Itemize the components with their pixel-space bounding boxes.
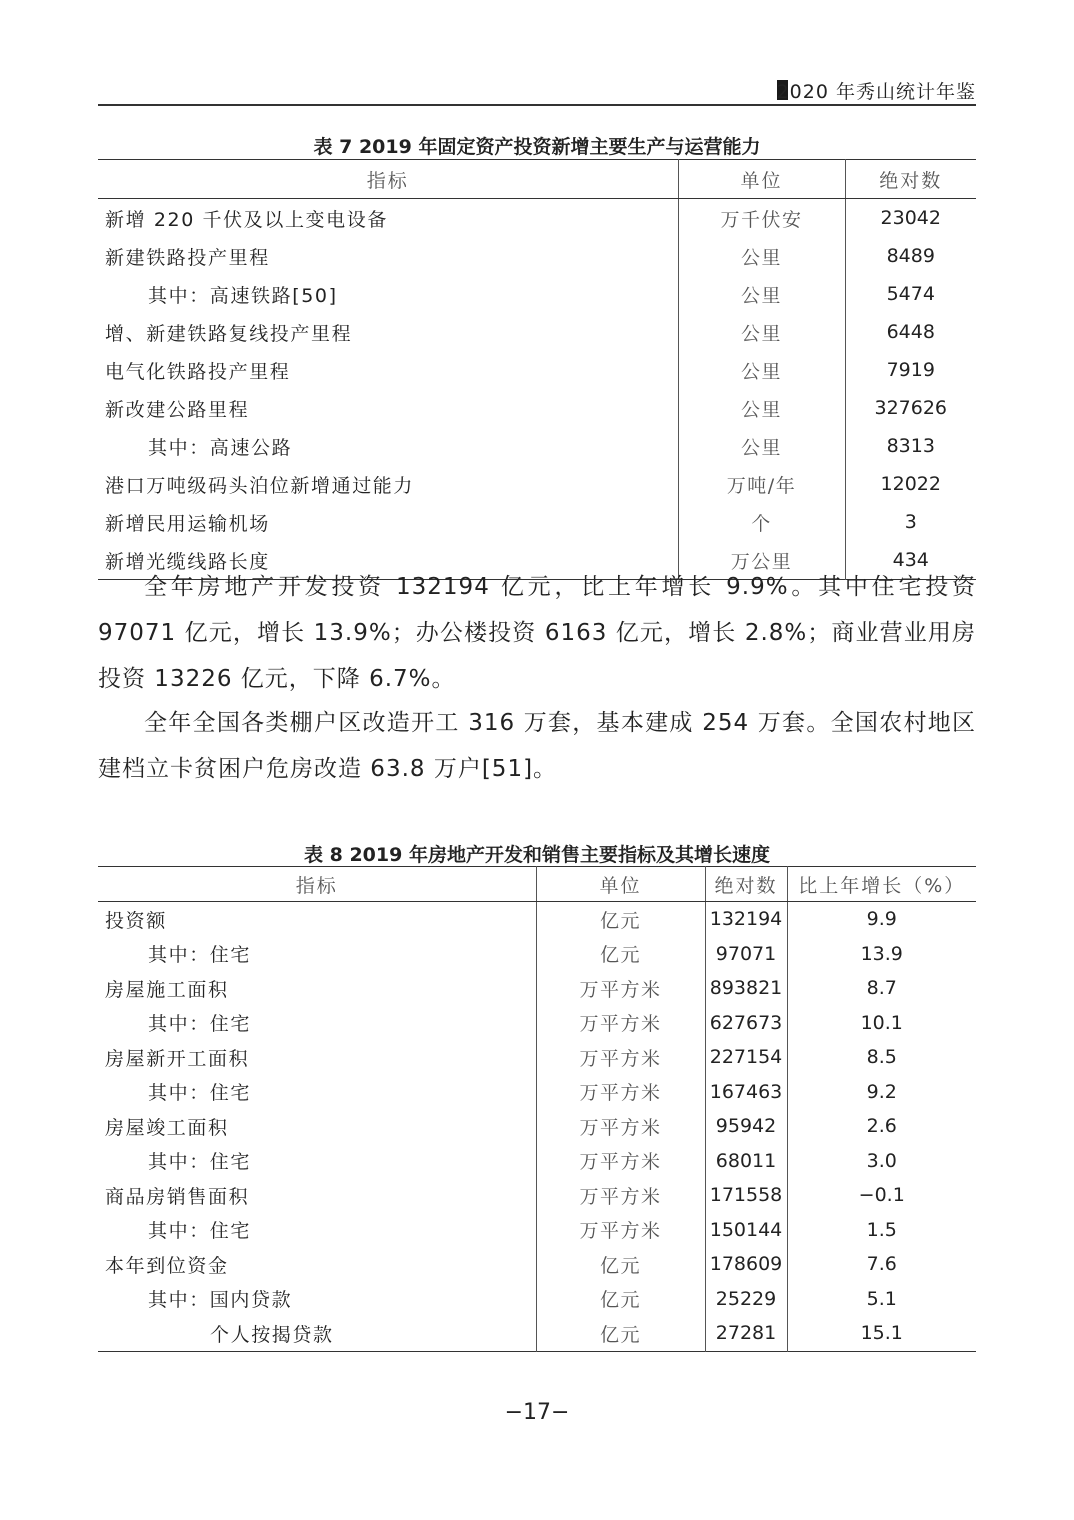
value-cell: 8489 [886, 245, 935, 267]
value-cell: 132194 [705, 902, 787, 937]
paragraph-housing: 全年全国各类棚户区改造开工 316 万套，基本建成 254 万套。全国农村地区建档立卡贫困户危房改造 63.8 万户[51]。 [98, 710, 976, 782]
table-row [98, 199, 976, 238]
table-row [98, 275, 976, 313]
column-header-indicator: 指标 [98, 160, 678, 199]
unit-cell: 万平方米 [536, 1213, 705, 1248]
unit-cell: 万平方米 [536, 1144, 705, 1179]
unit-cell: 公里 [678, 313, 845, 351]
unit-cell: 万平方米 [536, 1178, 705, 1213]
value-cell: 97071 [705, 937, 787, 972]
table-row [98, 427, 976, 465]
column-header-unit: 单位 [678, 160, 845, 199]
table8-caption: 表 8 2019 年房地产开发和销售主要指标及其增长速度 [304, 844, 770, 866]
table7-header-row [98, 160, 976, 199]
value-cell: 5474 [886, 283, 935, 305]
growth-cell: 1.5 [866, 1218, 897, 1241]
unit-cell: 亿元 [536, 902, 705, 937]
indicator-cell: 商品房销售面积 [98, 1178, 536, 1213]
indicator-cell: 其中：高速公路 [98, 427, 678, 465]
table8 [98, 866, 976, 1352]
table-row [98, 503, 976, 541]
indicator-cell: 本年到位资金 [98, 1247, 536, 1282]
page-number: −17− [504, 1400, 570, 1425]
value-cell: 7919 [886, 359, 935, 381]
value-cell: 627673 [705, 1006, 787, 1041]
table-row [98, 465, 976, 503]
table-row [98, 1144, 976, 1179]
table7 [98, 159, 976, 580]
value-cell: 68011 [705, 1144, 787, 1179]
unit-cell: 万吨/年 [678, 465, 845, 503]
unit-cell: 万平方米 [536, 1109, 705, 1144]
indicator-cell: 新增民用运输机场 [98, 503, 678, 541]
value-cell: 178609 [705, 1247, 787, 1282]
unit-cell: 万千伏安 [678, 199, 845, 238]
page-header [98, 74, 976, 106]
growth-cell: −0.1 [858, 1184, 905, 1207]
value-cell: 95942 [705, 1109, 787, 1144]
growth-cell: 7.6 [866, 1253, 897, 1276]
table-row [98, 389, 976, 427]
table-row [98, 1075, 976, 1110]
value-cell: 171558 [705, 1178, 787, 1213]
indicator-cell: 个人按揭贷款 [98, 1316, 536, 1351]
indicator-cell: 其中：高速铁路[50] [98, 275, 678, 313]
unit-cell: 万平方米 [536, 1075, 705, 1110]
indicator-cell: 房屋施工面积 [98, 971, 536, 1006]
unit-cell: 个 [678, 503, 845, 541]
indicator-cell: 房屋竣工面积 [98, 1109, 536, 1144]
value-cell: 893821 [705, 971, 787, 1006]
unit-cell: 亿元 [536, 1282, 705, 1317]
unit-cell: 公里 [678, 275, 845, 313]
growth-cell: 3.0 [866, 1149, 897, 1172]
value-cell: 6448 [886, 321, 935, 343]
unit-cell: 万平方米 [536, 971, 705, 1006]
indicator-cell: 电气化铁路投产里程 [98, 351, 678, 389]
table8-header-row [98, 867, 976, 902]
growth-cell: 5.1 [866, 1287, 897, 1310]
table-row [98, 902, 976, 937]
indicator-cell: 其中：住宅 [98, 1075, 536, 1110]
indicator-cell: 其中：国内贷款 [98, 1282, 536, 1317]
unit-cell: 公里 [678, 351, 845, 389]
unit-cell: 亿元 [536, 937, 705, 972]
unit-cell: 亿元 [536, 1316, 705, 1351]
unit-cell: 亿元 [536, 1247, 705, 1282]
unit-cell: 公里 [678, 237, 845, 275]
indicator-cell: 港口万吨级码头泊位新增通过能力 [98, 465, 678, 503]
table-row [98, 1247, 976, 1282]
value-cell: 434 [892, 549, 929, 571]
value-cell: 327626 [874, 397, 948, 419]
column-header-value: 绝对数 [705, 867, 787, 902]
paragraph-real-estate: 全年房地产开发投资 132194 亿元，比上年增长 9.9%。其中住宅投资 97071 亿元，增长 13.9%；办公楼投资 6163 亿元，增长 2.8%；商业营业用房投资 13226 亿元，下降 6.7%。 [98, 574, 976, 692]
column-header-indicator: 指标 [98, 867, 536, 902]
growth-cell: 8.7 [866, 977, 897, 1000]
indicator-cell: 新增光缆线路长度 [98, 541, 678, 580]
table-row [98, 1213, 976, 1248]
value-cell: 27281 [705, 1316, 787, 1351]
column-header-unit: 单位 [536, 867, 705, 902]
table-row [98, 1040, 976, 1075]
value-cell: 167463 [705, 1075, 787, 1110]
indicator-cell: 房屋新开工面积 [98, 1040, 536, 1075]
indicator-cell: 投资额 [98, 902, 536, 937]
column-header-value: 绝对数 [845, 160, 976, 199]
value-cell: 23042 [880, 207, 941, 229]
table-row [98, 937, 976, 972]
indicator-cell: 新建铁路投产里程 [98, 237, 678, 275]
value-cell: 12022 [880, 473, 941, 495]
growth-cell: 2.6 [866, 1115, 897, 1138]
indicator-cell: 其中：住宅 [98, 1213, 536, 1248]
growth-cell: 9.9 [866, 908, 897, 931]
table-row [98, 1178, 976, 1213]
value-cell: 25229 [705, 1282, 787, 1317]
table-row [98, 1109, 976, 1144]
growth-cell: 15.1 [860, 1322, 903, 1345]
value-cell: 150144 [705, 1213, 787, 1248]
unit-cell: 公里 [678, 389, 845, 427]
indicator-cell: 新改建公路里程 [98, 389, 678, 427]
indicator-cell: 其中：住宅 [98, 937, 536, 972]
table-row [98, 1006, 976, 1041]
growth-cell: 13.9 [860, 942, 903, 965]
table-row [98, 237, 976, 275]
indicator-cell: 增、新建铁路复线投产里程 [98, 313, 678, 351]
indicator-cell: 其中：住宅 [98, 1006, 536, 1041]
table-row [98, 1282, 976, 1317]
unit-cell: 万公里 [678, 541, 845, 580]
unit-cell: 万平方米 [536, 1040, 705, 1075]
value-cell: 8313 [886, 435, 935, 457]
value-cell: 227154 [705, 1040, 787, 1075]
growth-cell: 9.2 [866, 1080, 897, 1103]
growth-cell: 8.5 [866, 1046, 897, 1069]
table-row [98, 1316, 976, 1351]
unit-cell: 万平方米 [536, 1006, 705, 1041]
value-cell: 3 [904, 511, 917, 533]
table7-caption: 表 7 2019 年固定资产投资新增主要生产与运营能力 [313, 136, 761, 158]
header-title: 2020 年秀山统计年鉴 [776, 81, 976, 103]
indicator-cell: 新增 220 千伏及以上变电设备 [98, 199, 678, 238]
column-header-growth: 比上年增长（%） [787, 867, 976, 902]
table-row [98, 971, 976, 1006]
table-row [98, 313, 976, 351]
growth-cell: 10.1 [860, 1011, 903, 1034]
indicator-cell: 其中：住宅 [98, 1144, 536, 1179]
table-row [98, 351, 976, 389]
unit-cell: 公里 [678, 427, 845, 465]
